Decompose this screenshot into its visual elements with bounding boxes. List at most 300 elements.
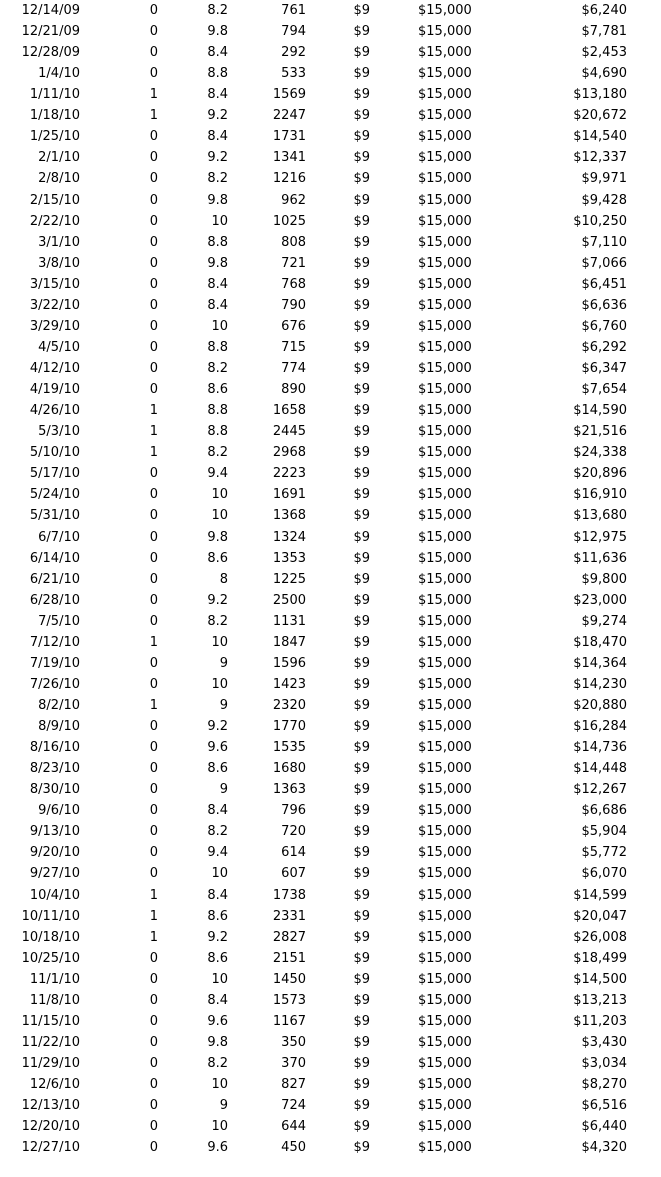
- flag-cell[interactable]: 1: [149, 908, 158, 924]
- date-cell[interactable]: 1/4/10: [38, 66, 80, 82]
- cost-cell[interactable]: $15,000: [418, 929, 472, 945]
- rate-cell[interactable]: 8.8: [207, 339, 228, 355]
- price-cell[interactable]: $9: [353, 150, 370, 166]
- revenue-cell[interactable]: $12,975: [573, 529, 627, 545]
- price-cell[interactable]: $9: [353, 466, 370, 482]
- cost-cell[interactable]: $15,000: [418, 782, 472, 798]
- revenue-cell[interactable]: $6,686: [581, 803, 627, 819]
- count-cell[interactable]: 1535: [272, 740, 306, 756]
- cost-cell[interactable]: $15,000: [418, 740, 472, 756]
- rate-cell[interactable]: 9.2: [207, 150, 228, 166]
- count-cell[interactable]: 796: [281, 803, 306, 819]
- rate-cell[interactable]: 9.6: [207, 740, 228, 756]
- count-cell[interactable]: 1569: [272, 87, 306, 103]
- price-cell[interactable]: $9: [353, 971, 370, 987]
- revenue-cell[interactable]: $13,213: [573, 992, 627, 1008]
- date-cell[interactable]: 5/31/10: [29, 508, 80, 524]
- count-cell[interactable]: 1691: [272, 487, 306, 503]
- count-cell[interactable]: 768: [281, 276, 306, 292]
- rate-cell[interactable]: 8: [219, 571, 228, 587]
- flag-cell[interactable]: 0: [149, 1098, 158, 1114]
- rate-cell[interactable]: 8.6: [207, 950, 228, 966]
- date-cell[interactable]: 9/13/10: [29, 824, 80, 840]
- revenue-cell[interactable]: $6,440: [581, 1119, 627, 1135]
- price-cell[interactable]: $9: [353, 908, 370, 924]
- flag-cell[interactable]: 0: [149, 45, 158, 61]
- cost-cell[interactable]: $15,000: [418, 108, 472, 124]
- flag-cell[interactable]: 0: [149, 992, 158, 1008]
- count-cell[interactable]: 1573: [272, 992, 306, 1008]
- cost-cell[interactable]: $15,000: [418, 24, 472, 40]
- price-cell[interactable]: $9: [353, 719, 370, 735]
- price-cell[interactable]: $9: [353, 1098, 370, 1114]
- cost-cell[interactable]: $15,000: [418, 866, 472, 882]
- rate-cell[interactable]: 9: [219, 1098, 228, 1114]
- date-cell[interactable]: 1/11/10: [29, 87, 80, 103]
- price-cell[interactable]: $9: [353, 571, 370, 587]
- cost-cell[interactable]: $15,000: [418, 508, 472, 524]
- revenue-cell[interactable]: $3,034: [581, 1056, 627, 1071]
- price-cell[interactable]: $9: [353, 66, 370, 82]
- flag-cell[interactable]: 1: [149, 697, 158, 713]
- price-cell[interactable]: $9: [353, 697, 370, 713]
- flag-cell[interactable]: 0: [149, 529, 158, 545]
- flag-cell[interactable]: 0: [149, 824, 158, 840]
- rate-cell[interactable]: 9.2: [207, 719, 228, 735]
- count-cell[interactable]: 724: [281, 1098, 306, 1114]
- price-cell[interactable]: $9: [353, 171, 370, 187]
- price-cell[interactable]: $9: [353, 634, 370, 650]
- date-cell[interactable]: 11/29/10: [21, 1056, 80, 1071]
- count-cell[interactable]: 2247: [272, 108, 306, 124]
- revenue-cell[interactable]: $14,590: [573, 403, 627, 419]
- date-cell[interactable]: 12/20/10: [21, 1119, 80, 1135]
- flag-cell[interactable]: 0: [149, 234, 158, 250]
- date-cell[interactable]: 10/11/10: [21, 908, 80, 924]
- flag-cell[interactable]: 0: [149, 719, 158, 735]
- price-cell[interactable]: $9: [353, 297, 370, 313]
- revenue-cell[interactable]: $11,203: [573, 1013, 627, 1029]
- rate-cell[interactable]: 8.6: [207, 761, 228, 777]
- revenue-cell[interactable]: $7,781: [581, 24, 627, 40]
- date-cell[interactable]: 12/14/09: [21, 3, 80, 18]
- date-cell[interactable]: 8/23/10: [29, 761, 80, 777]
- rate-cell[interactable]: 8.8: [207, 66, 228, 82]
- flag-cell[interactable]: 0: [149, 592, 158, 608]
- flag-cell[interactable]: 0: [149, 1119, 158, 1135]
- date-cell[interactable]: 1/18/10: [29, 108, 80, 124]
- revenue-cell[interactable]: $9,800: [581, 571, 627, 587]
- revenue-cell[interactable]: $6,636: [581, 297, 627, 313]
- count-cell[interactable]: 2331: [272, 908, 306, 924]
- date-cell[interactable]: 7/12/10: [29, 634, 80, 650]
- price-cell[interactable]: $9: [353, 613, 370, 629]
- date-cell[interactable]: 3/22/10: [29, 297, 80, 313]
- rate-cell[interactable]: 8.2: [207, 361, 228, 377]
- cost-cell[interactable]: $15,000: [418, 971, 472, 987]
- cost-cell[interactable]: $15,000: [418, 234, 472, 250]
- count-cell[interactable]: 715: [281, 339, 306, 355]
- flag-cell[interactable]: 0: [149, 339, 158, 355]
- date-cell[interactable]: 5/17/10: [29, 466, 80, 482]
- rate-cell[interactable]: 8.4: [207, 129, 228, 145]
- rate-cell[interactable]: 8.4: [207, 992, 228, 1008]
- price-cell[interactable]: $9: [353, 213, 370, 229]
- revenue-cell[interactable]: $12,337: [573, 150, 627, 166]
- price-cell[interactable]: $9: [353, 339, 370, 355]
- revenue-cell[interactable]: $7,654: [581, 382, 627, 398]
- date-cell[interactable]: 3/8/10: [38, 255, 80, 271]
- cost-cell[interactable]: $15,000: [418, 1034, 472, 1050]
- count-cell[interactable]: 1216: [272, 171, 306, 187]
- count-cell[interactable]: 2223: [272, 466, 306, 482]
- price-cell[interactable]: $9: [353, 424, 370, 440]
- revenue-cell[interactable]: $24,338: [573, 445, 627, 461]
- cost-cell[interactable]: $15,000: [418, 445, 472, 461]
- flag-cell[interactable]: 0: [149, 845, 158, 861]
- flag-cell[interactable]: 0: [149, 66, 158, 82]
- rate-cell[interactable]: 8.2: [207, 613, 228, 629]
- date-cell[interactable]: 8/2/10: [38, 697, 80, 713]
- price-cell[interactable]: $9: [353, 845, 370, 861]
- rate-cell[interactable]: 8.2: [207, 445, 228, 461]
- revenue-cell[interactable]: $14,364: [573, 655, 627, 671]
- cost-cell[interactable]: $15,000: [418, 129, 472, 145]
- rate-cell[interactable]: 9.8: [207, 192, 228, 208]
- flag-cell[interactable]: 0: [149, 971, 158, 987]
- count-cell[interactable]: 827: [281, 1077, 306, 1093]
- rate-cell[interactable]: 9.8: [207, 255, 228, 271]
- date-cell[interactable]: 10/25/10: [21, 950, 80, 966]
- revenue-cell[interactable]: $9,428: [581, 192, 627, 208]
- rate-cell[interactable]: 9.4: [207, 845, 228, 861]
- rate-cell[interactable]: 8.2: [207, 3, 228, 18]
- revenue-cell[interactable]: $6,760: [581, 318, 627, 334]
- flag-cell[interactable]: 1: [149, 445, 158, 461]
- date-cell[interactable]: 2/22/10: [29, 213, 80, 229]
- cost-cell[interactable]: $15,000: [418, 45, 472, 61]
- cost-cell[interactable]: $15,000: [418, 571, 472, 587]
- cost-cell[interactable]: $15,000: [418, 719, 472, 735]
- cost-cell[interactable]: $15,000: [418, 213, 472, 229]
- revenue-cell[interactable]: $20,896: [573, 466, 627, 482]
- rate-cell[interactable]: 10: [211, 1119, 228, 1135]
- revenue-cell[interactable]: $9,971: [581, 171, 627, 187]
- date-cell[interactable]: 12/13/10: [21, 1098, 80, 1114]
- price-cell[interactable]: $9: [353, 782, 370, 798]
- date-cell[interactable]: 3/15/10: [29, 276, 80, 292]
- revenue-cell[interactable]: $4,690: [581, 66, 627, 82]
- date-cell[interactable]: 3/1/10: [38, 234, 80, 250]
- date-cell[interactable]: 5/24/10: [29, 487, 80, 503]
- count-cell[interactable]: 614: [281, 845, 306, 861]
- revenue-cell[interactable]: $20,880: [573, 697, 627, 713]
- count-cell[interactable]: 1225: [272, 571, 306, 587]
- flag-cell[interactable]: 1: [149, 887, 158, 903]
- cost-cell[interactable]: $15,000: [418, 150, 472, 166]
- price-cell[interactable]: $9: [353, 887, 370, 903]
- rate-cell[interactable]: 8.8: [207, 234, 228, 250]
- price-cell[interactable]: $9: [353, 1013, 370, 1029]
- flag-cell[interactable]: 0: [149, 276, 158, 292]
- date-cell[interactable]: 8/30/10: [29, 782, 80, 798]
- count-cell[interactable]: 1596: [272, 655, 306, 671]
- price-cell[interactable]: $9: [353, 318, 370, 334]
- cost-cell[interactable]: $15,000: [418, 382, 472, 398]
- count-cell[interactable]: 607: [281, 866, 306, 882]
- revenue-cell[interactable]: $23,000: [573, 592, 627, 608]
- flag-cell[interactable]: 0: [149, 382, 158, 398]
- revenue-cell[interactable]: $6,292: [581, 339, 627, 355]
- cost-cell[interactable]: $15,000: [418, 255, 472, 271]
- count-cell[interactable]: 790: [281, 297, 306, 313]
- revenue-cell[interactable]: $6,240: [581, 3, 627, 18]
- price-cell[interactable]: $9: [353, 108, 370, 124]
- count-cell[interactable]: 1025: [272, 213, 306, 229]
- price-cell[interactable]: $9: [353, 550, 370, 566]
- price-cell[interactable]: $9: [353, 129, 370, 145]
- revenue-cell[interactable]: $21,516: [573, 424, 627, 440]
- date-cell[interactable]: 2/8/10: [38, 171, 80, 187]
- flag-cell[interactable]: 0: [149, 361, 158, 377]
- count-cell[interactable]: 1450: [272, 971, 306, 987]
- cost-cell[interactable]: $15,000: [418, 66, 472, 82]
- revenue-cell[interactable]: $6,070: [581, 866, 627, 882]
- revenue-cell[interactable]: $14,599: [573, 887, 627, 903]
- rate-cell[interactable]: 9.4: [207, 466, 228, 482]
- count-cell[interactable]: 1353: [272, 550, 306, 566]
- rate-cell[interactable]: 8.4: [207, 297, 228, 313]
- rate-cell[interactable]: 8.8: [207, 424, 228, 440]
- cost-cell[interactable]: $15,000: [418, 529, 472, 545]
- count-cell[interactable]: 533: [281, 66, 306, 82]
- count-cell[interactable]: 794: [281, 24, 306, 40]
- flag-cell[interactable]: 0: [149, 950, 158, 966]
- price-cell[interactable]: $9: [353, 1140, 370, 1156]
- price-cell[interactable]: $9: [353, 676, 370, 692]
- revenue-cell[interactable]: $7,110: [581, 234, 627, 250]
- revenue-cell[interactable]: $14,230: [573, 676, 627, 692]
- count-cell[interactable]: 2827: [272, 929, 306, 945]
- flag-cell[interactable]: 1: [149, 634, 158, 650]
- rate-cell[interactable]: 10: [211, 213, 228, 229]
- cost-cell[interactable]: $15,000: [418, 424, 472, 440]
- flag-cell[interactable]: 0: [149, 192, 158, 208]
- flag-cell[interactable]: 0: [149, 571, 158, 587]
- rate-cell[interactable]: 10: [211, 318, 228, 334]
- price-cell[interactable]: $9: [353, 761, 370, 777]
- date-cell[interactable]: 5/10/10: [29, 445, 80, 461]
- flag-cell[interactable]: 0: [149, 1077, 158, 1093]
- date-cell[interactable]: 12/21/09: [21, 24, 80, 40]
- price-cell[interactable]: $9: [353, 87, 370, 103]
- count-cell[interactable]: 1131: [272, 613, 306, 629]
- count-cell[interactable]: 720: [281, 824, 306, 840]
- cost-cell[interactable]: $15,000: [418, 3, 472, 18]
- revenue-cell[interactable]: $12,267: [573, 782, 627, 798]
- flag-cell[interactable]: 1: [149, 108, 158, 124]
- flag-cell[interactable]: 0: [149, 129, 158, 145]
- count-cell[interactable]: 350: [281, 1034, 306, 1050]
- price-cell[interactable]: $9: [353, 487, 370, 503]
- rate-cell[interactable]: 8.4: [207, 276, 228, 292]
- rate-cell[interactable]: 8.4: [207, 45, 228, 61]
- rate-cell[interactable]: 8.6: [207, 550, 228, 566]
- flag-cell[interactable]: 0: [149, 466, 158, 482]
- cost-cell[interactable]: $15,000: [418, 361, 472, 377]
- count-cell[interactable]: 1324: [272, 529, 306, 545]
- rate-cell[interactable]: 9.2: [207, 108, 228, 124]
- price-cell[interactable]: $9: [353, 950, 370, 966]
- flag-cell[interactable]: 0: [149, 613, 158, 629]
- flag-cell[interactable]: 0: [149, 740, 158, 756]
- count-cell[interactable]: 1167: [272, 1013, 306, 1029]
- date-cell[interactable]: 11/8/10: [29, 992, 80, 1008]
- cost-cell[interactable]: $15,000: [418, 1098, 472, 1114]
- date-cell[interactable]: 9/6/10: [38, 803, 80, 819]
- rate-cell[interactable]: 9.8: [207, 24, 228, 40]
- rate-cell[interactable]: 10: [211, 676, 228, 692]
- rate-cell[interactable]: 10: [211, 634, 228, 650]
- cost-cell[interactable]: $15,000: [418, 845, 472, 861]
- date-cell[interactable]: 7/5/10: [38, 613, 80, 629]
- revenue-cell[interactable]: $13,180: [573, 87, 627, 103]
- price-cell[interactable]: $9: [353, 740, 370, 756]
- price-cell[interactable]: $9: [353, 824, 370, 840]
- count-cell[interactable]: 1847: [272, 634, 306, 650]
- price-cell[interactable]: $9: [353, 1119, 370, 1135]
- date-cell[interactable]: 9/27/10: [29, 866, 80, 882]
- rate-cell[interactable]: 8.6: [207, 908, 228, 924]
- rate-cell[interactable]: 8.4: [207, 803, 228, 819]
- revenue-cell[interactable]: $20,047: [573, 908, 627, 924]
- price-cell[interactable]: $9: [353, 192, 370, 208]
- cost-cell[interactable]: $15,000: [418, 466, 472, 482]
- cost-cell[interactable]: $15,000: [418, 171, 472, 187]
- cost-cell[interactable]: $15,000: [418, 992, 472, 1008]
- flag-cell[interactable]: 0: [149, 866, 158, 882]
- cost-cell[interactable]: $15,000: [418, 487, 472, 503]
- revenue-cell[interactable]: $18,499: [573, 950, 627, 966]
- count-cell[interactable]: 644: [281, 1119, 306, 1135]
- price-cell[interactable]: $9: [353, 276, 370, 292]
- price-cell[interactable]: $9: [353, 803, 370, 819]
- count-cell[interactable]: 2968: [272, 445, 306, 461]
- price-cell[interactable]: $9: [353, 592, 370, 608]
- price-cell[interactable]: $9: [353, 1056, 370, 1071]
- cost-cell[interactable]: $15,000: [418, 676, 472, 692]
- revenue-cell[interactable]: $7,066: [581, 255, 627, 271]
- rate-cell[interactable]: 9: [219, 697, 228, 713]
- flag-cell[interactable]: 0: [149, 782, 158, 798]
- rate-cell[interactable]: 9.8: [207, 1034, 228, 1050]
- cost-cell[interactable]: $15,000: [418, 1077, 472, 1093]
- count-cell[interactable]: 2320: [272, 697, 306, 713]
- revenue-cell[interactable]: $16,284: [573, 719, 627, 735]
- rate-cell[interactable]: 9.6: [207, 1140, 228, 1156]
- date-cell[interactable]: 1/25/10: [29, 129, 80, 145]
- date-cell[interactable]: 7/26/10: [29, 676, 80, 692]
- flag-cell[interactable]: 1: [149, 403, 158, 419]
- price-cell[interactable]: $9: [353, 929, 370, 945]
- cost-cell[interactable]: $15,000: [418, 803, 472, 819]
- flag-cell[interactable]: 0: [149, 1056, 158, 1071]
- date-cell[interactable]: 6/28/10: [29, 592, 80, 608]
- flag-cell[interactable]: 0: [149, 1140, 158, 1156]
- count-cell[interactable]: 1770: [272, 719, 306, 735]
- count-cell[interactable]: 676: [281, 318, 306, 334]
- cost-cell[interactable]: $15,000: [418, 887, 472, 903]
- revenue-cell[interactable]: $2,453: [581, 45, 627, 61]
- cost-cell[interactable]: $15,000: [418, 1140, 472, 1156]
- flag-cell[interactable]: 0: [149, 171, 158, 187]
- date-cell[interactable]: 3/29/10: [29, 318, 80, 334]
- rate-cell[interactable]: 9.8: [207, 529, 228, 545]
- cost-cell[interactable]: $15,000: [418, 339, 472, 355]
- price-cell[interactable]: $9: [353, 992, 370, 1008]
- cost-cell[interactable]: $15,000: [418, 550, 472, 566]
- count-cell[interactable]: 1368: [272, 508, 306, 524]
- price-cell[interactable]: $9: [353, 866, 370, 882]
- date-cell[interactable]: 2/1/10: [38, 150, 80, 166]
- revenue-cell[interactable]: $5,904: [581, 824, 627, 840]
- count-cell[interactable]: 2500: [272, 592, 306, 608]
- cost-cell[interactable]: $15,000: [418, 761, 472, 777]
- price-cell[interactable]: $9: [353, 655, 370, 671]
- count-cell[interactable]: 2151: [272, 950, 306, 966]
- price-cell[interactable]: $9: [353, 508, 370, 524]
- count-cell[interactable]: 761: [281, 3, 306, 18]
- cost-cell[interactable]: $15,000: [418, 655, 472, 671]
- count-cell[interactable]: 292: [281, 45, 306, 61]
- rate-cell[interactable]: 8.2: [207, 1056, 228, 1071]
- date-cell[interactable]: 9/20/10: [29, 845, 80, 861]
- date-cell[interactable]: 4/19/10: [29, 382, 80, 398]
- cost-cell[interactable]: $15,000: [418, 697, 472, 713]
- flag-cell[interactable]: 0: [149, 803, 158, 819]
- count-cell[interactable]: 962: [281, 192, 306, 208]
- count-cell[interactable]: 1341: [272, 150, 306, 166]
- date-cell[interactable]: 7/19/10: [29, 655, 80, 671]
- date-cell[interactable]: 6/14/10: [29, 550, 80, 566]
- date-cell[interactable]: 6/7/10: [38, 529, 80, 545]
- rate-cell[interactable]: 8.4: [207, 887, 228, 903]
- count-cell[interactable]: 1658: [272, 403, 306, 419]
- rate-cell[interactable]: 9: [219, 782, 228, 798]
- revenue-cell[interactable]: $20,672: [573, 108, 627, 124]
- rate-cell[interactable]: 8.2: [207, 171, 228, 187]
- price-cell[interactable]: $9: [353, 1077, 370, 1093]
- count-cell[interactable]: 450: [281, 1140, 306, 1156]
- revenue-cell[interactable]: $14,540: [573, 129, 627, 145]
- rate-cell[interactable]: 10: [211, 1077, 228, 1093]
- revenue-cell[interactable]: $14,736: [573, 740, 627, 756]
- flag-cell[interactable]: 0: [149, 1013, 158, 1029]
- price-cell[interactable]: $9: [353, 361, 370, 377]
- revenue-cell[interactable]: $10,250: [573, 213, 627, 229]
- revenue-cell[interactable]: $3,430: [581, 1034, 627, 1050]
- flag-cell[interactable]: 0: [149, 550, 158, 566]
- date-cell[interactable]: 8/16/10: [29, 740, 80, 756]
- revenue-cell[interactable]: $6,516: [581, 1098, 627, 1114]
- flag-cell[interactable]: 0: [149, 318, 158, 334]
- cost-cell[interactable]: $15,000: [418, 87, 472, 103]
- revenue-cell[interactable]: $11,636: [573, 550, 627, 566]
- revenue-cell[interactable]: $6,347: [581, 361, 627, 377]
- date-cell[interactable]: 5/3/10: [38, 424, 80, 440]
- flag-cell[interactable]: 0: [149, 508, 158, 524]
- rate-cell[interactable]: 9.6: [207, 1013, 228, 1029]
